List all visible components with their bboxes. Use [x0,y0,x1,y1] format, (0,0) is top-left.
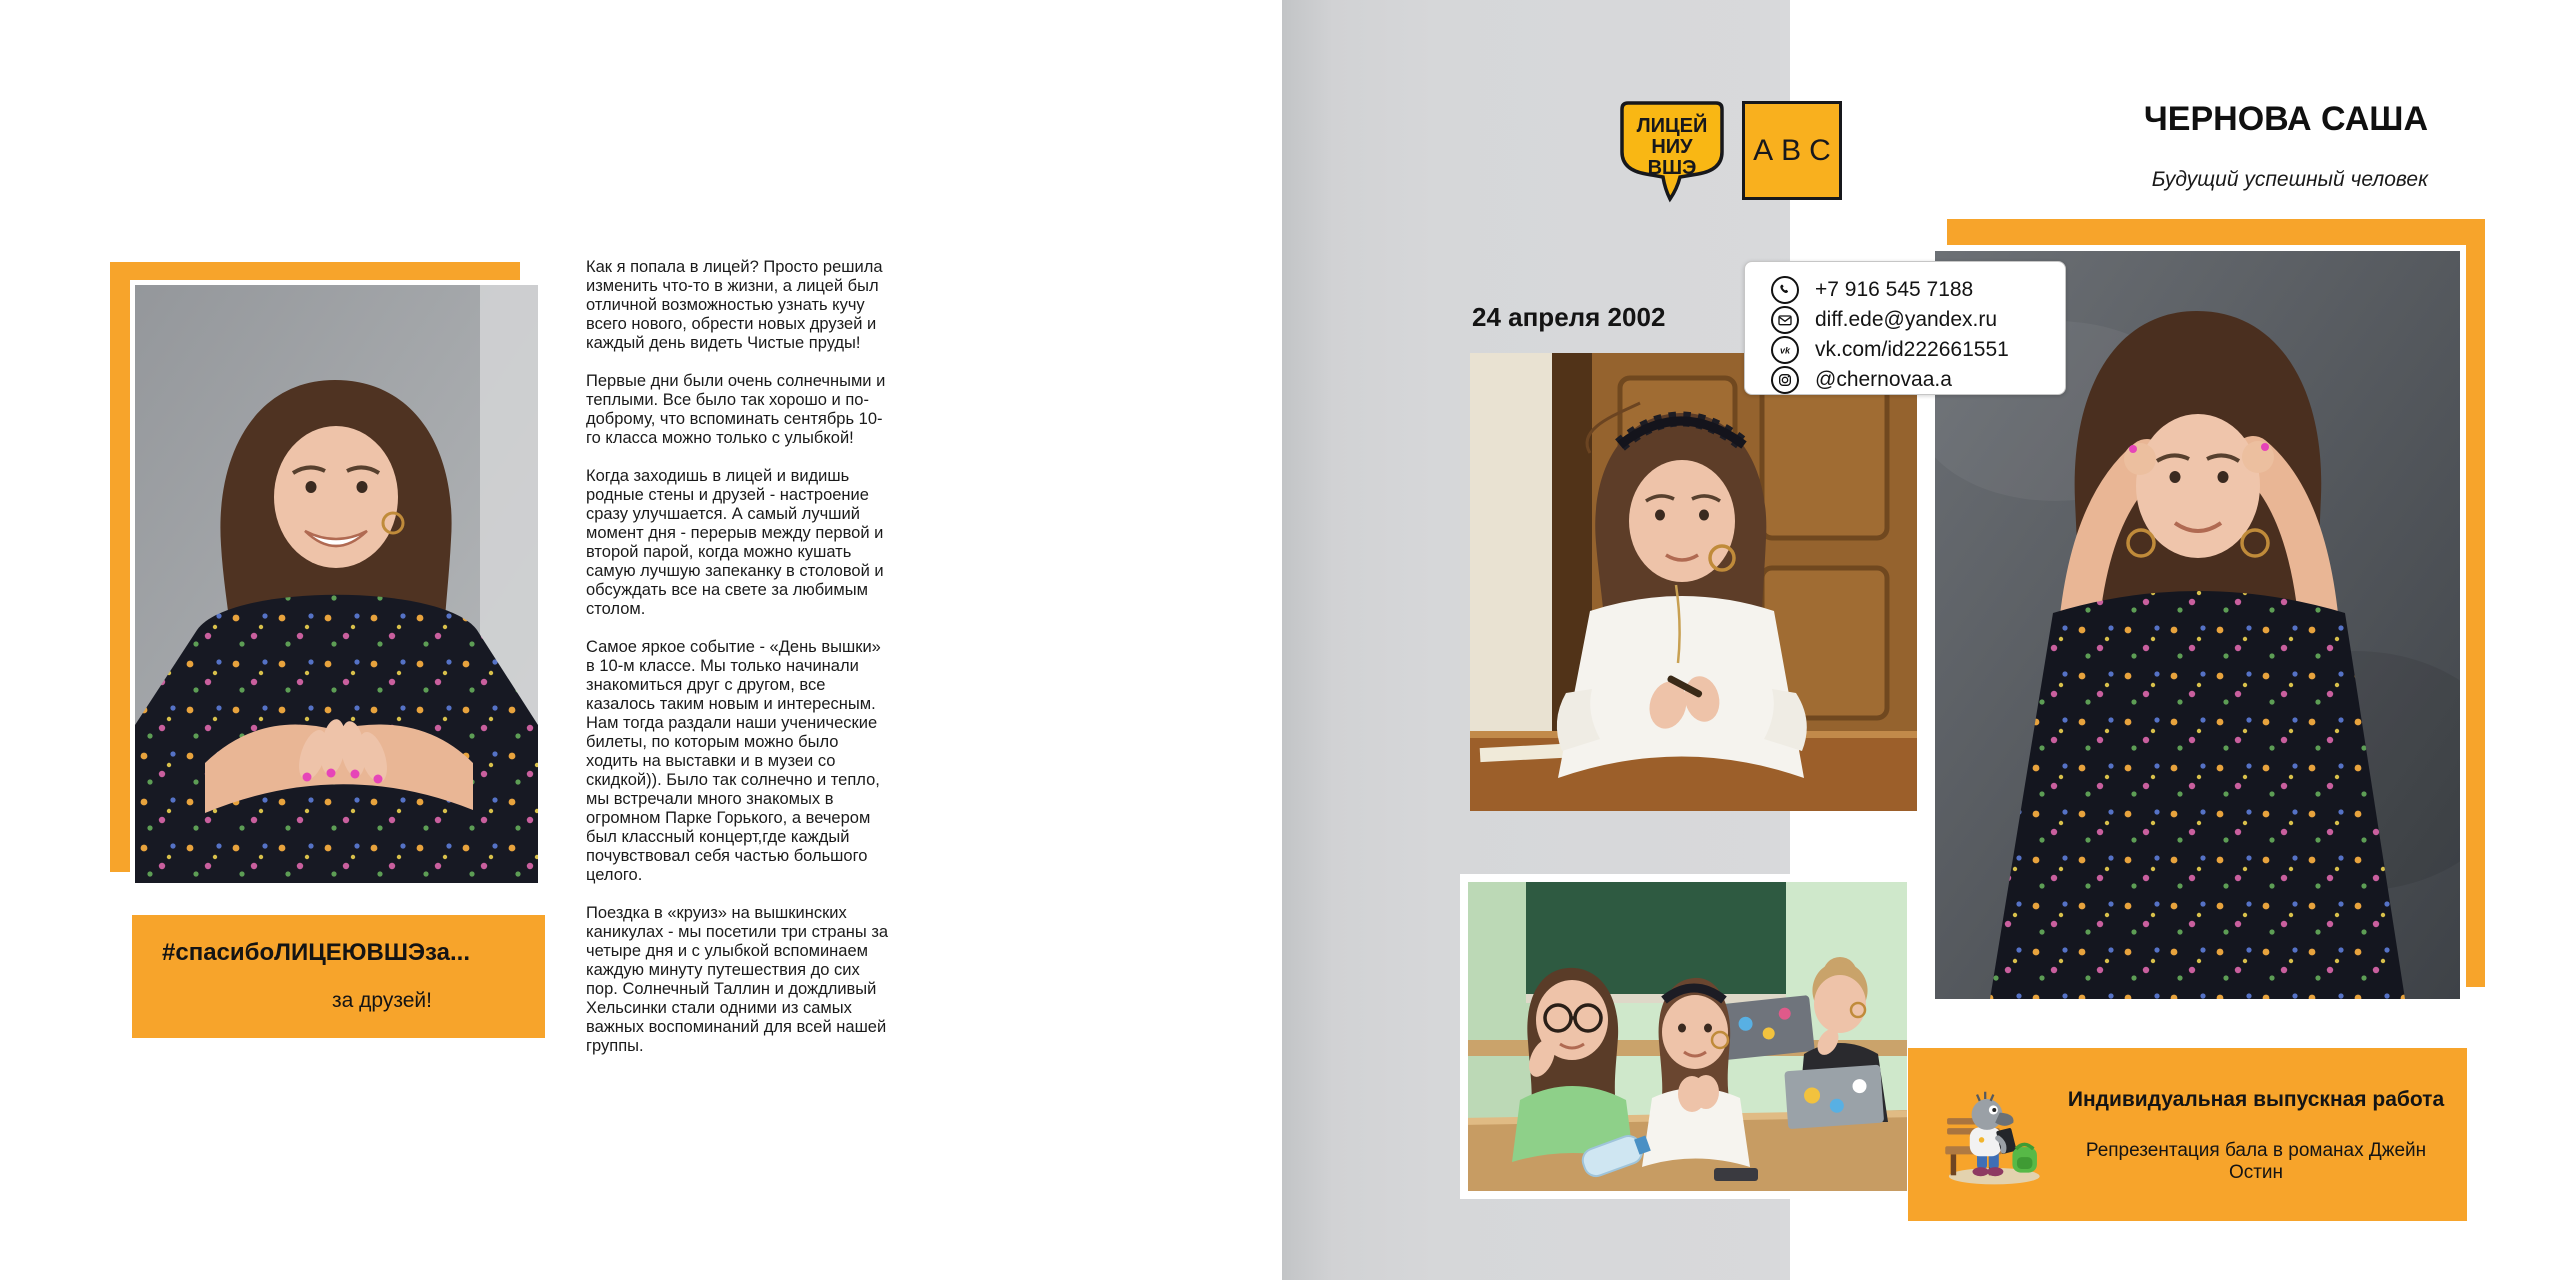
contact-instagram: @chernovaa.a [1815,368,1952,391]
bio-paragraph: Когда заходишь в лицей и видишь родные стены и друзей - настроение сразу улучшается. А самый лучший момент дня - перерыв между первой и второй парой, когда можно кушать самую лучшую запеканку в столовой и обсуждать все на свете за любимым столом. [586,467,884,618]
project-subtitle: Репрезентация бала в романах Джейн Остин [2085,1140,2427,1183]
page-gutter [1092,0,1282,1280]
bio-paragraph: Поездка в «круиз» на вышкинских каникулах - мы посетили три страны за четыре дня и с улыбкой вспоминаем каждую минуту путешествия до сих пор. Солнечный Таллин и дождливый Хельсинки стали одними из самых важных воспоминаний для всей нашей группы. [586,904,889,1055]
photo-classroom-group [1468,882,1907,1191]
project-block [1908,1048,2467,1221]
crow-mascot-icon [1938,1076,2056,1192]
logo-line-1: ЛИЦЕЙ [1636,115,1708,137]
contact-row-vk [1771,335,2065,365]
contact-row-instagram [1771,365,2065,395]
student-name: ЧЕРНОВА САША [2143,100,2428,138]
bio-paragraph: Как я попала в лицей? Просто решила изменить что-то в жизни, а лицей был отличной возможностью узнать кучу всего нового, обрести новых друзей и каждый день видеть Чистые пруды! [586,258,883,352]
bio-text [586,258,892,1075]
logo-line-3: ВШЭ [1647,157,1697,179]
portrait-photo-studio [135,285,538,883]
svg-text:vk: vk [1779,345,1791,356]
portrait-photo-frame [130,280,543,888]
contact-row-phone [1771,275,2065,305]
bio-paragraph: Самое яркое событие - «День вышки» в 10-м классе. Мы только начинали знакомиться друг с другом, все казалось таким новым и интересным. Нам тогда раздали наши ученические билеты, по которым можно было ходить на выставки и в музеи со скидкой)). Было так солнечно и тепло, мы встречали много знакомых в огромном Парке Горького, а вечером был классный концерт,где каждый почувствовал себя частью большого целого. [586,638,881,884]
email-icon [1771,306,1799,334]
lyceum-hse-logo [1616,100,1728,206]
hashtag-dedication: за друзей! [332,989,432,1012]
contact-phone: +7 916 545 7188 [1815,278,1974,301]
vk-icon [1771,336,1799,364]
instagram-icon [1771,366,1799,394]
photo-classroom-desk [1470,353,1917,811]
group-photo-frame [1460,874,1915,1199]
contact-row-email [1771,305,2065,335]
hashtag-block [132,915,545,1038]
project-title: Индивидуальная выпускная работа [2067,1088,2445,1111]
contact-email: diff.ede@yandex.ru [1815,308,1998,331]
birth-date: 24 апреля 2002 [1472,302,1666,332]
phone-icon [1771,276,1799,304]
student-subtitle: Будущий успешный человек [2151,168,2428,191]
contact-vk: vk.com/id222661551 [1815,338,2009,361]
hashtag-title: #спасибоЛИЦЕЮВШЭза... [162,939,470,966]
contact-card [1744,261,2066,395]
project-texts [2058,1048,2454,1221]
abc-logo-text: ABC [1753,133,1839,167]
abc-logo [1742,101,1842,200]
bio-paragraph: Первые дни были очень солнечными и теплыми. Все было так хорошо и по-доброму, что вспоминать сентябрь 10-го класса можно только с улыбкой! [586,372,886,447]
logo-line-2: НИУ [1651,136,1693,158]
